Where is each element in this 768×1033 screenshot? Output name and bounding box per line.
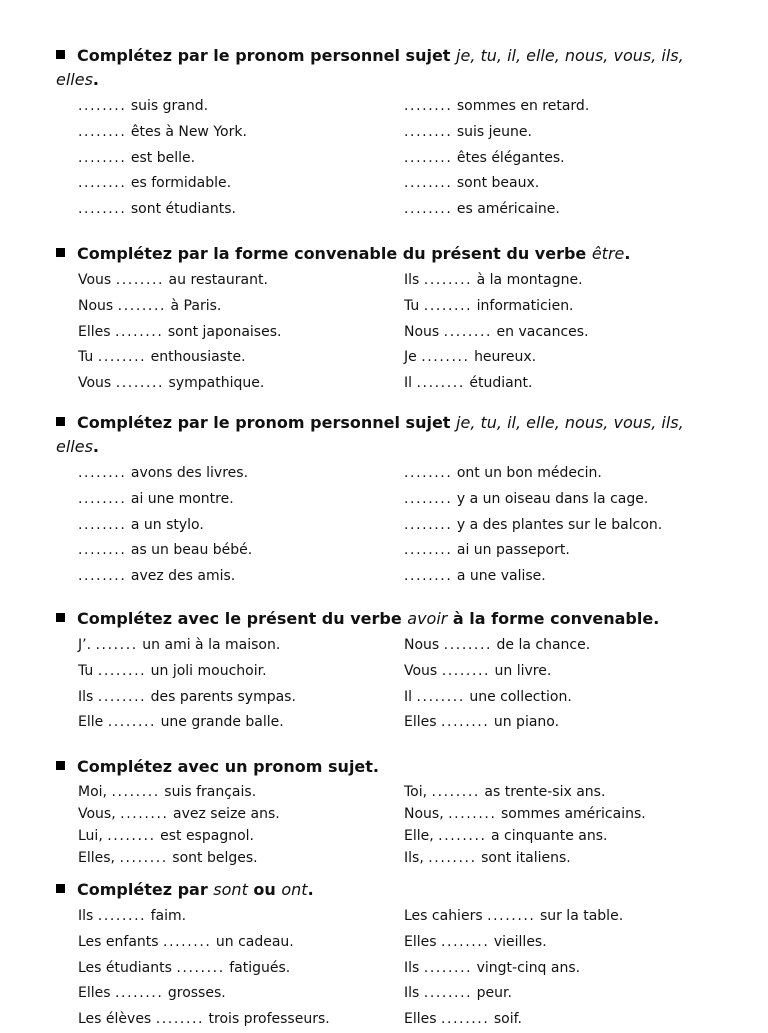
item-subject: Elle,: [404, 828, 434, 844]
exercise-item: [404, 487, 648, 513]
fill-in-blank[interactable]: ........: [438, 828, 487, 844]
fill-in-blank[interactable]: ........: [404, 123, 453, 140]
fill-in-blank[interactable]: ........: [78, 465, 127, 481]
fill-in-blank[interactable]: ........: [443, 323, 493, 340]
item-text: faim.: [150, 908, 187, 924]
item-text: suis français.: [164, 784, 257, 800]
item-text: y a un oiseau dans la cage.: [456, 490, 649, 507]
exercise-item: [404, 1007, 522, 1033]
exercise-item: [404, 685, 572, 711]
exercise-item: [78, 904, 186, 930]
item-text: en vacances.: [496, 323, 589, 340]
fill-in-blank[interactable]: ........: [115, 272, 165, 288]
exercise-row: [0, 803, 768, 825]
fill-in-blank[interactable]: ........: [423, 297, 473, 314]
item-text: ai une montre.: [130, 490, 234, 507]
exercise-instruction: [56, 878, 696, 902]
item-text: un piano.: [493, 714, 560, 731]
exercise-row: [0, 956, 768, 982]
fill-in-blank[interactable]: ........: [78, 568, 127, 585]
item-text: est belle.: [130, 149, 196, 166]
item-text: ont un bon médecin.: [456, 465, 602, 481]
exercise-item: [404, 94, 589, 120]
instruction-text: Complétez par le pronom personnel sujet: [77, 413, 457, 432]
fill-in-blank[interactable]: ........: [441, 662, 491, 679]
item-subject: J’.: [78, 637, 92, 653]
item-subject: Elles: [404, 1011, 437, 1028]
fill-in-blank[interactable]: ........: [441, 933, 490, 950]
exercise-item: [404, 146, 565, 172]
item-text: es américaine.: [456, 201, 560, 218]
item-text: un livre.: [494, 662, 552, 679]
fill-in-blank[interactable]: ........: [97, 908, 147, 924]
exercise-row: [0, 120, 768, 146]
exercise-instruction: [56, 607, 696, 631]
exercise-rows: [0, 94, 768, 223]
square-bullet-icon: [56, 761, 65, 770]
exercise-section: [0, 411, 768, 590]
fill-in-blank[interactable]: ........: [404, 490, 453, 507]
exercise-item: [404, 847, 571, 869]
instruction-text: .: [624, 244, 631, 263]
instruction-italic: être: [591, 244, 625, 263]
fill-in-blank[interactable]: ........: [404, 201, 453, 218]
exercise-item: [404, 513, 662, 539]
instruction-italic: ont: [281, 880, 308, 899]
item-text: grosses.: [167, 985, 226, 1002]
exercise-item: [78, 685, 296, 711]
exercise-row: [0, 461, 768, 487]
instruction-italic: avoir: [407, 609, 448, 628]
fill-in-blank[interactable]: ........: [404, 149, 453, 166]
instruction-italic: je, tu, il, elle, nous, vous, ils, elles: [56, 413, 684, 456]
exercise-row: [0, 94, 768, 120]
exercise-row: [0, 825, 768, 847]
square-bullet-icon: [56, 613, 65, 622]
item-text: êtes à New York.: [130, 123, 247, 140]
exercise-row: [0, 847, 768, 869]
exercise-item: [404, 904, 623, 930]
item-text: un joli mouchoir.: [150, 662, 267, 679]
item-subject: Les étudiants: [78, 959, 172, 976]
fill-in-blank[interactable]: ........: [441, 714, 490, 731]
item-text: heureux.: [474, 349, 537, 366]
exercise-item: [78, 1007, 330, 1033]
item-text: avez des amis.: [130, 568, 236, 585]
exercise-item: [78, 268, 268, 294]
item-subject: Ils: [404, 272, 420, 288]
exercise-rows: [0, 633, 768, 736]
item-text: trois professeurs.: [208, 1011, 330, 1028]
item-text: de la chance.: [496, 637, 591, 653]
exercise-row: [0, 710, 768, 736]
fill-in-blank[interactable]: ........: [421, 349, 470, 366]
item-text: un ami à la maison.: [142, 637, 281, 653]
instruction-text: ou: [247, 880, 282, 899]
item-text: sont japonaises.: [167, 323, 282, 340]
fill-in-blank[interactable]: ........: [404, 568, 453, 585]
exercise-item: [404, 956, 580, 982]
fill-in-blank[interactable]: ........: [416, 375, 465, 392]
item-subject: Moi,: [78, 784, 107, 800]
fill-in-blank[interactable]: ........: [97, 349, 147, 366]
item-subject: Je: [404, 349, 417, 366]
item-text: es formidable.: [130, 175, 232, 192]
fill-in-blank[interactable]: ........: [78, 98, 127, 114]
instruction-text: .: [92, 70, 99, 89]
exercise-item: [404, 710, 559, 736]
fill-in-blank[interactable]: ........: [78, 123, 127, 140]
exercise-rows: [0, 904, 768, 1033]
item-subject: Elles: [404, 933, 437, 950]
exercise-item: [78, 564, 235, 590]
item-text: sympathique.: [168, 375, 265, 392]
item-subject: Nous: [78, 297, 114, 314]
exercise-section: [0, 755, 768, 869]
item-subject: Ils: [404, 959, 420, 976]
fill-in-blank[interactable]: ........: [443, 637, 493, 653]
item-text: un cadeau.: [215, 933, 294, 950]
square-bullet-icon: [56, 417, 65, 426]
exercise-row: [0, 538, 768, 564]
exercise-row: [0, 268, 768, 294]
item-subject: Ils: [404, 985, 420, 1002]
item-text: a cinquante ans.: [491, 828, 608, 844]
exercise-row: [0, 197, 768, 223]
exercise-row: [0, 371, 768, 397]
item-subject: Elle: [78, 714, 104, 731]
item-text: as un beau bébé.: [130, 542, 253, 559]
fill-in-blank[interactable]: ........: [404, 175, 453, 192]
exercise-item: [78, 197, 236, 223]
item-subject: Tu: [78, 349, 94, 366]
exercise-item: [78, 956, 290, 982]
fill-in-blank[interactable]: ........: [404, 542, 453, 559]
exercise-row: [0, 981, 768, 1007]
instruction-italic: sont: [213, 880, 248, 899]
item-subject: Lui,: [78, 828, 103, 844]
instruction-text: Complétez par: [77, 880, 214, 899]
exercise-item: [78, 371, 264, 397]
exercise-section: [0, 44, 768, 223]
item-subject: Nous: [404, 323, 440, 340]
exercise-row: [0, 781, 768, 803]
exercise-item: [404, 633, 590, 659]
exercise-item: [404, 371, 533, 397]
item-subject: Nous,: [404, 806, 444, 822]
item-text: sont beaux.: [456, 175, 540, 192]
fill-in-blank[interactable]: ........: [115, 375, 165, 392]
exercise-item: [78, 320, 281, 346]
item-subject: Il: [404, 688, 413, 705]
item-subject: Ils: [78, 908, 94, 924]
exercise-row: [0, 904, 768, 930]
exercise-item: [404, 659, 551, 685]
item-text: a une valise.: [456, 568, 546, 585]
item-text: a un stylo.: [130, 516, 204, 533]
exercise-rows: [0, 268, 768, 397]
instruction-text: Complétez avec un pronom sujet: [77, 757, 373, 776]
item-text: informaticien.: [476, 297, 574, 314]
fill-in-blank[interactable]: ........: [115, 323, 164, 340]
exercise-rows: [0, 781, 768, 869]
exercise-item: [404, 930, 547, 956]
instruction-text: .: [92, 437, 99, 456]
item-subject: Elles: [78, 323, 111, 340]
exercise-item: [404, 803, 646, 825]
fill-in-blank[interactable]: ........: [176, 959, 225, 976]
item-text: étudiant.: [469, 375, 533, 392]
item-subject: Elles,: [78, 850, 115, 866]
item-text: sommes en retard.: [456, 98, 590, 114]
item-subject: Tu: [78, 662, 94, 679]
exercise-item: [78, 825, 254, 847]
exercise-row: [0, 659, 768, 685]
exercise-item: [78, 120, 247, 146]
fill-in-blank[interactable]: ........: [97, 662, 147, 679]
item-text: suis grand.: [130, 98, 209, 114]
fill-in-blank[interactable]: ........: [119, 850, 168, 866]
square-bullet-icon: [56, 50, 65, 59]
exercise-item: [404, 564, 546, 590]
fill-in-blank[interactable]: ........: [431, 784, 480, 800]
exercise-item: [78, 146, 195, 172]
item-subject: Ils,: [404, 850, 424, 866]
exercise-item: [404, 171, 539, 197]
item-subject: Elles: [78, 985, 111, 1002]
item-text: êtes élégantes.: [456, 149, 565, 166]
fill-in-blank[interactable]: ........: [428, 850, 477, 866]
fill-in-blank[interactable]: .......: [95, 637, 138, 653]
exercise-item: [78, 294, 221, 320]
item-subject: Il: [404, 375, 413, 392]
item-text: sont belges.: [172, 850, 258, 866]
item-subject: Toi,: [404, 784, 428, 800]
exercise-item: [78, 487, 234, 513]
item-text: suis jeune.: [456, 123, 532, 140]
exercise-item: [78, 710, 284, 736]
exercise-row: [0, 685, 768, 711]
item-text: sommes américains.: [500, 806, 646, 822]
fill-in-blank[interactable]: ........: [404, 465, 453, 481]
fill-in-blank[interactable]: ........: [78, 201, 127, 218]
exercise-item: [78, 513, 204, 539]
exercise-item: [404, 461, 602, 487]
exercise-item: [78, 94, 208, 120]
fill-in-blank[interactable]: ........: [448, 806, 497, 822]
square-bullet-icon: [56, 248, 65, 257]
item-text: des parents sympas.: [150, 688, 296, 705]
exercise-item: [404, 197, 560, 223]
item-subject: Vous: [78, 272, 112, 288]
fill-in-blank[interactable]: ........: [423, 985, 473, 1002]
exercise-item: [404, 294, 574, 320]
fill-in-blank[interactable]: ........: [107, 714, 157, 731]
instruction-text: Complétez par le pronom personnel sujet: [77, 46, 457, 65]
square-bullet-icon: [56, 884, 65, 893]
item-subject: Elles: [404, 714, 437, 731]
item-text: fatigués.: [229, 959, 291, 976]
item-text: à la montagne.: [476, 272, 583, 288]
exercise-item: [78, 659, 267, 685]
fill-in-blank[interactable]: ........: [404, 516, 453, 533]
exercise-row: [0, 171, 768, 197]
fill-in-blank[interactable]: ........: [97, 688, 147, 705]
item-subject: Vous: [78, 375, 112, 392]
fill-in-blank[interactable]: ........: [78, 542, 127, 559]
exercise-item: [404, 538, 570, 564]
item-subject: Nous: [404, 637, 440, 653]
instruction-text: à la forme convenable.: [447, 609, 660, 628]
item-text: ai un passeport.: [456, 542, 570, 559]
exercise-item: [78, 781, 256, 803]
exercise-row: [0, 564, 768, 590]
item-subject: Ils: [78, 688, 94, 705]
exercise-section: [0, 242, 768, 397]
item-subject: Tu: [404, 297, 420, 314]
exercise-section: [0, 878, 768, 1033]
fill-in-blank[interactable]: ........: [78, 516, 127, 533]
exercise-item: [78, 930, 294, 956]
item-text: vieilles.: [493, 933, 547, 950]
instruction-text: .: [307, 880, 314, 899]
item-text: sur la table.: [539, 908, 624, 924]
instruction-italic: je, tu, il, elle, nous, vous, ils, elles: [56, 46, 684, 89]
exercise-item: [404, 981, 512, 1007]
exercise-item: [78, 633, 280, 659]
exercise-item: [404, 268, 583, 294]
fill-in-blank[interactable]: ........: [423, 272, 473, 288]
exercise-item: [78, 847, 258, 869]
fill-in-blank[interactable]: ........: [416, 688, 465, 705]
exercise-instruction: [56, 44, 696, 92]
fill-in-blank[interactable]: ........: [423, 959, 473, 976]
fill-in-blank[interactable]: ........: [115, 985, 164, 1002]
instruction-text: Complétez par la forme convenable du présent du verbe: [77, 244, 592, 263]
exercise-item: [404, 320, 589, 346]
item-text: sont étudiants.: [130, 201, 236, 218]
fill-in-blank[interactable]: ........: [78, 490, 127, 507]
instruction-text: Complétez avec le présent du verbe: [77, 609, 408, 628]
exercise-instruction: [56, 242, 696, 266]
fill-in-blank[interactable]: ........: [107, 828, 156, 844]
exercise-item: [78, 803, 280, 825]
exercise-row: [0, 294, 768, 320]
item-text: peur.: [476, 985, 512, 1002]
fill-in-blank[interactable]: ........: [155, 1011, 205, 1028]
exercise-rows: [0, 461, 768, 590]
exercise-instruction: [56, 411, 696, 459]
exercise-item: [78, 345, 246, 371]
exercise-row: [0, 345, 768, 371]
item-text: avons des livres.: [130, 465, 249, 481]
item-subject: Vous,: [78, 806, 116, 822]
exercise-row: [0, 320, 768, 346]
exercise-item: [404, 825, 607, 847]
item-text: à Paris.: [170, 297, 222, 314]
exercise-item: [78, 171, 231, 197]
exercise-instruction: [56, 755, 696, 779]
exercise-item: [78, 981, 226, 1007]
item-subject: Vous: [404, 662, 438, 679]
item-text: sont italiens.: [481, 850, 571, 866]
exercise-section: [0, 607, 768, 736]
item-subject: Les cahiers: [404, 908, 483, 924]
item-subject: Les élèves: [78, 1011, 152, 1028]
fill-in-blank[interactable]: ........: [111, 784, 160, 800]
exercise-item: [78, 538, 252, 564]
item-text: au restaurant.: [168, 272, 268, 288]
item-text: une collection.: [469, 688, 572, 705]
instruction-text: .: [372, 757, 379, 776]
item-text: vingt-cinq ans.: [476, 959, 581, 976]
item-text: y a des plantes sur le balcon.: [456, 516, 663, 533]
fill-in-blank[interactable]: ........: [120, 806, 169, 822]
item-subject: Les enfants: [78, 933, 159, 950]
fill-in-blank[interactable]: ........: [78, 175, 127, 192]
exercise-row: [0, 146, 768, 172]
item-text: as trente-six ans.: [484, 784, 606, 800]
item-text: enthousiaste.: [150, 349, 246, 366]
item-text: avez seize ans.: [173, 806, 280, 822]
item-text: soif.: [493, 1011, 522, 1028]
fill-in-blank[interactable]: ........: [163, 933, 212, 950]
exercise-row: [0, 1007, 768, 1033]
exercise-item: [78, 461, 248, 487]
item-text: est espagnol.: [160, 828, 254, 844]
exercise-item: [404, 781, 605, 803]
exercise-item: [404, 120, 532, 146]
exercise-row: [0, 487, 768, 513]
fill-in-blank[interactable]: ........: [487, 908, 536, 924]
fill-in-blank[interactable]: ........: [404, 98, 453, 114]
item-text: une grande balle.: [160, 714, 284, 731]
exercise-row: [0, 930, 768, 956]
fill-in-blank[interactable]: ........: [117, 297, 167, 314]
fill-in-blank[interactable]: ........: [441, 1011, 490, 1028]
exercise-item: [404, 345, 536, 371]
exercise-row: [0, 513, 768, 539]
exercise-row: [0, 633, 768, 659]
fill-in-blank[interactable]: ........: [78, 149, 127, 166]
